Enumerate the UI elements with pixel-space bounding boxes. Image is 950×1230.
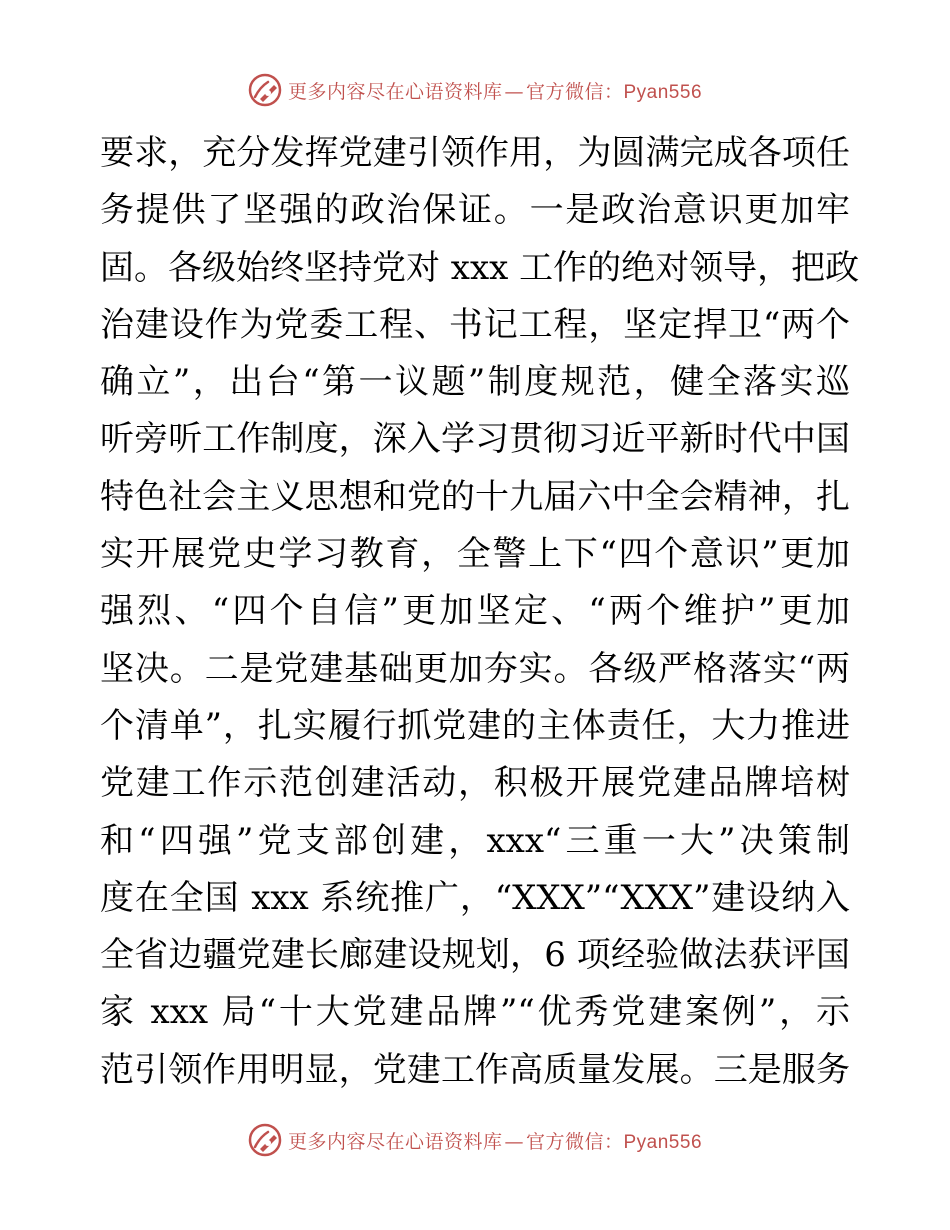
text-line: 治建设作为党委工程、书记工程，坚定捍卫“两个 bbox=[100, 304, 850, 345]
body-text bbox=[100, 125, 860, 1099]
footer-banner bbox=[0, 1120, 950, 1160]
footer-banner-text bbox=[288, 1127, 702, 1154]
text-line: 听旁听工作制度，深入学习贯彻习近平新时代中国 bbox=[100, 419, 850, 460]
text-line: 实开展党史学习教育，全警上下“四个意识”更加 bbox=[100, 534, 850, 575]
text-line: 范引领作用明显，党建工作高质量发展。三是服务 bbox=[100, 1049, 850, 1090]
header-separator: — bbox=[504, 80, 524, 103]
pen-seal-logo-icon bbox=[248, 73, 282, 107]
text-line: 强烈、“四个自信”更加坚定、“两个维护”更加 bbox=[100, 591, 850, 632]
text-line: 坚决。二是党建基础更加夯实。各级严格落实“两 bbox=[100, 648, 850, 689]
text-line: 固。各级始终坚持党对 xxx 工作的绝对领导，把政 bbox=[100, 247, 860, 288]
text-line: 党建工作示范创建活动，积极开展党建品牌培树 bbox=[100, 763, 850, 804]
text-line: 务提供了坚强的政治保证。一是政治意识更加牢 bbox=[100, 190, 850, 231]
text-line: 确立”，出台“第一议题”制度规范，健全落实巡 bbox=[100, 362, 850, 403]
header-site-text: 更多内容尽在心语资料库 bbox=[287, 80, 503, 103]
header-banner bbox=[0, 70, 950, 110]
header-banner-text bbox=[288, 77, 702, 104]
text-line: 全省边疆党建长廊建设规划，6 项经验做法获评国 bbox=[100, 935, 850, 976]
text-line: 特色社会主义思想和党的十九届六中全会精神，扎 bbox=[100, 476, 850, 517]
pen-seal-logo-icon bbox=[248, 1123, 282, 1157]
text-line: 家 xxx 局“十大党建品牌”“优秀党建案例”，示 bbox=[100, 992, 850, 1033]
footer-separator: — bbox=[504, 1130, 524, 1153]
footer-wechat-text: 官方微信：Pyan556 bbox=[526, 1131, 703, 1153]
text-line: 和“四强”党支部创建，xxx“三重一大”决策制 bbox=[100, 820, 850, 861]
text-line: 要求，充分发挥党建引领作用，为圆满完成各项任 bbox=[100, 133, 850, 173]
footer-site-text: 更多内容尽在心语资料库 bbox=[287, 1130, 503, 1153]
header-wechat-text: 官方微信：Pyan556 bbox=[526, 81, 703, 103]
text-line: 个清单”，扎实履行抓党建的主体责任，大力推进 bbox=[100, 705, 850, 746]
text-line: 度在全国 xxx 系统推广，“XXX”“XXX”建设纳入 bbox=[100, 877, 850, 918]
